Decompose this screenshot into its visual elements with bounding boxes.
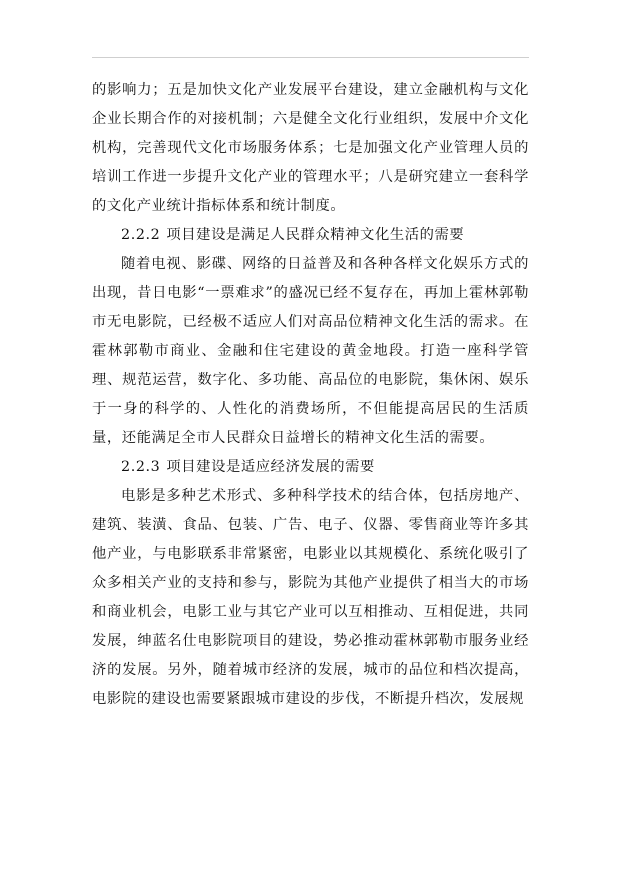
document-body (92, 76, 529, 714)
header-rule (92, 57, 529, 58)
section-body-2-2-2: 随着电视、影碟、网络的日益普及和各种各样文化娱乐方式的出现，昔日电影“一票难求”的盛况已经不复存在，再加上霍林郭勒市无电影院，已经极不适应人们对高品位精神文化生活的需求。在霍林郭勒市商业、金融和住宅建设的黄金地段。打造一座科学管理、规范运营，数字化、多功能、高品位的电影院，集休闲、娱乐于一身的科学的、人性化的消费场所，不但能提高居民的生活质量，还能满足全市人民群众日益增长的精神文化生活的需要。 (92, 256, 529, 446)
section-heading-2-2-3 (92, 453, 529, 482)
section-title: 项目建设是适应经济发展的需要 (166, 459, 375, 475)
paragraph-continuation: 的影响力；五是加快文化产业发展平台建设，建立金融机构与文化企业长期合作的对接机制；六是健全文化行业组织，发展中介文化机构，完善现代文化市场服务体系；七是加强文化产业管理人员的培训工作进一步提升文化产业的管理水平；八是研究建立一套科学的文化产业统计指标体系和统计制度。 (92, 82, 529, 214)
section-heading-2-2-2 (92, 221, 529, 250)
section-number: 2.2.3 (121, 459, 161, 475)
section-body-2-2-3: 电影是多种艺术形式、多种科学技术的结合体，包括房地产、建筑、装潢、食品、包装、广告、电子、仪器、零售商业等许多其他产业，与电影联系非常紧密，电影业以其规模化、系统化吸引了众多相关产业的支持和参与，影院为其他产业提供了相当大的市场和商业机会，电影工业与其它产业可以互相推动、互相促进，共同发展，绅蓝名仕电影院项目的建设，势必推动霍林郭勒市服务业经济的发展。另外，随着城市经济的发展，城市的品位和档次提高，电影院的建设也需要紧跟城市建设的步伐，不断提升档次，发展规 (92, 488, 529, 707)
section-number: 2.2.2 (121, 227, 161, 243)
section-title: 项目建设是满足人民群众精神文化生活的需要 (166, 227, 465, 243)
